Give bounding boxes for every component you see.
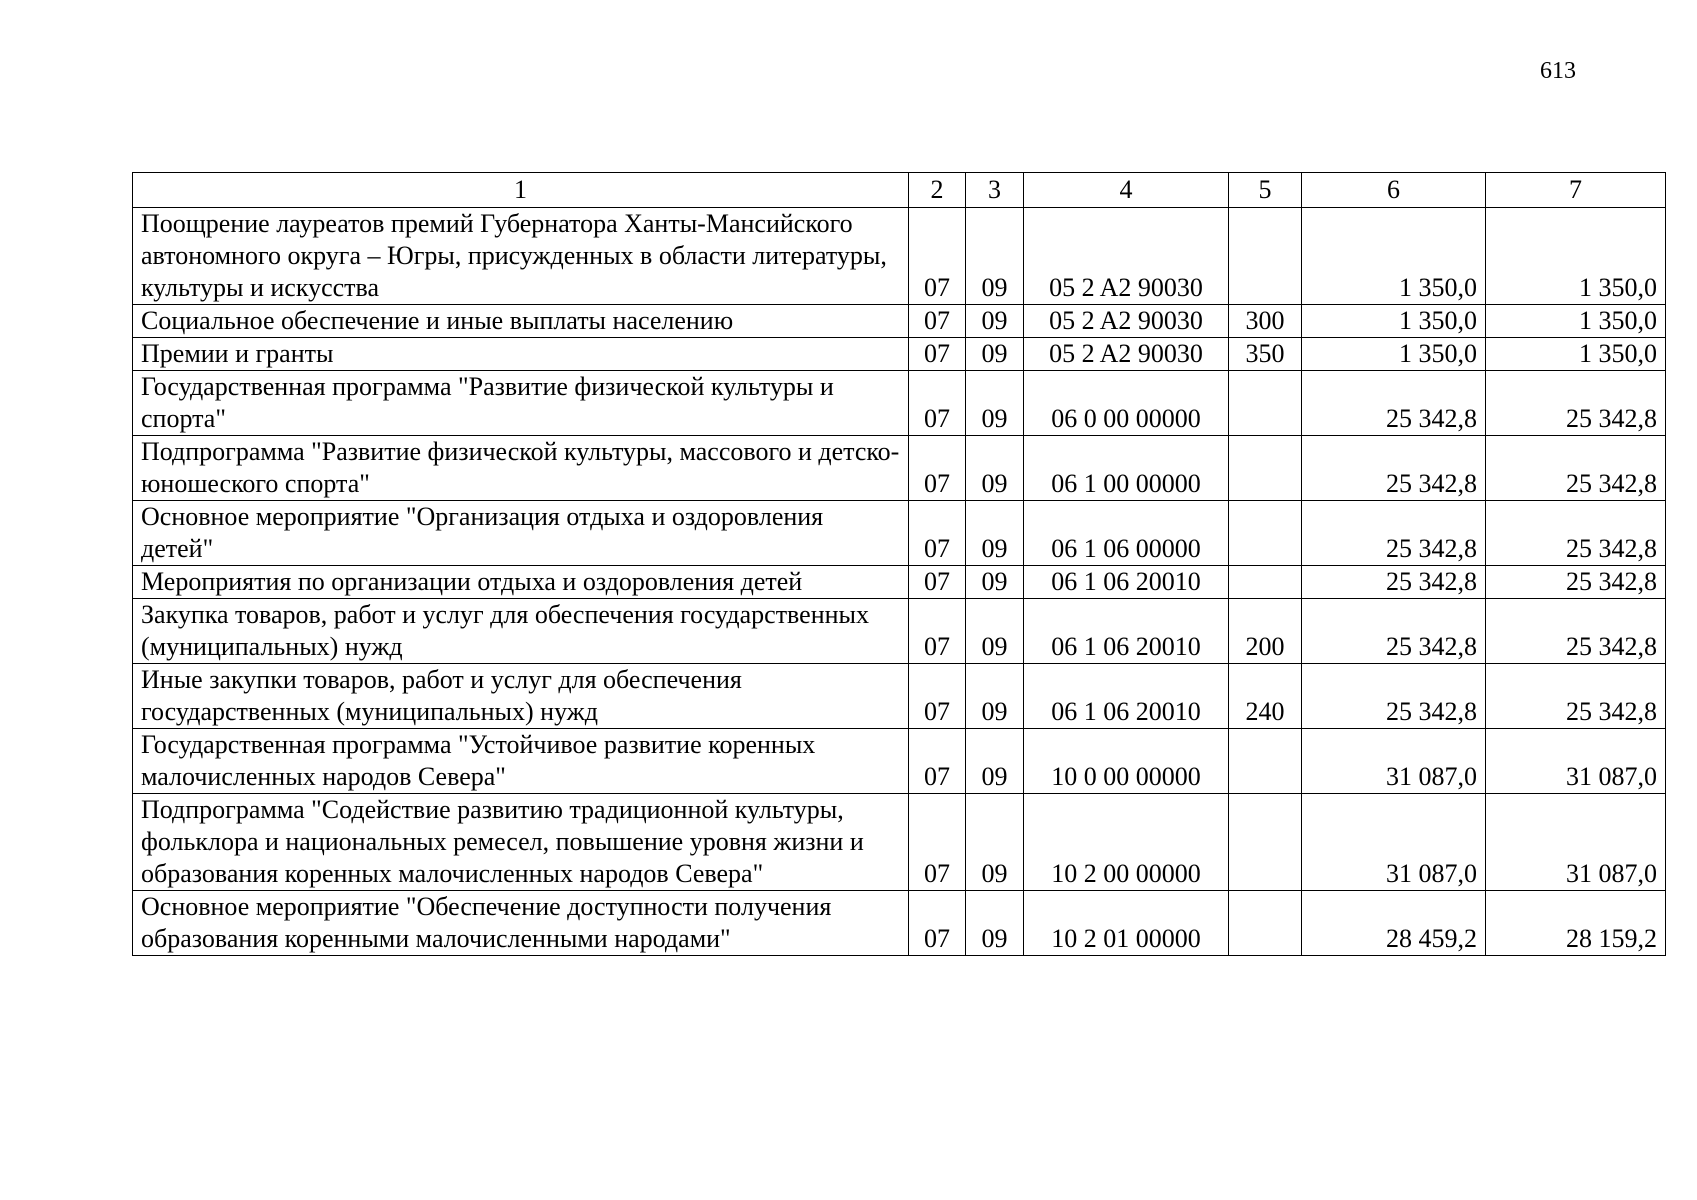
- expense-type-cell: [1229, 501, 1302, 566]
- target-article-cell: 06 0 00 00000: [1024, 371, 1229, 436]
- subsection-code-cell: 09: [966, 208, 1024, 305]
- amount-cell-6: 1 350,0: [1302, 338, 1486, 371]
- amount-cell-7: 1 350,0: [1486, 338, 1666, 371]
- amount-cell-6: 25 342,8: [1302, 599, 1486, 664]
- amount-cell-7: 25 342,8: [1486, 371, 1666, 436]
- table-row: [133, 566, 1666, 599]
- section-code-cell: 07: [909, 664, 966, 729]
- row-name-cell: Премии и гранты: [133, 338, 909, 371]
- amount-cell-7: 25 342,8: [1486, 599, 1666, 664]
- table-row: [133, 208, 1666, 305]
- table-row: [133, 794, 1666, 891]
- column-header: 6: [1302, 173, 1486, 208]
- amount-cell-7: 1 350,0: [1486, 208, 1666, 305]
- subsection-code-cell: 09: [966, 566, 1024, 599]
- table-row: [133, 501, 1666, 566]
- amount-cell-7: 25 342,8: [1486, 664, 1666, 729]
- target-article-cell: 10 2 00 00000: [1024, 794, 1229, 891]
- column-header: 3: [966, 173, 1024, 208]
- amount-cell-7: 31 087,0: [1486, 729, 1666, 794]
- expense-type-cell: 200: [1229, 599, 1302, 664]
- column-header: 1: [133, 173, 909, 208]
- amount-cell-6: 31 087,0: [1302, 794, 1486, 891]
- subsection-code-cell: 09: [966, 599, 1024, 664]
- expense-type-cell: 300: [1229, 305, 1302, 338]
- target-article-cell: 10 2 01 00000: [1024, 891, 1229, 956]
- target-article-cell: 06 1 06 20010: [1024, 664, 1229, 729]
- amount-cell-7: 28 159,2: [1486, 891, 1666, 956]
- column-header: 2: [909, 173, 966, 208]
- subsection-code-cell: 09: [966, 891, 1024, 956]
- subsection-code-cell: 09: [966, 338, 1024, 371]
- row-name-cell: Мероприятия по организации отдыха и оздоровления детей: [133, 566, 909, 599]
- amount-cell-7: 25 342,8: [1486, 501, 1666, 566]
- amount-cell-6: 25 342,8: [1302, 566, 1486, 599]
- row-name-cell: Подпрограмма "Содействие развитию традиционной культуры, фольклора и национальных ремесел, повышение уровня жизни и образования коренных малочисленных народов Севера": [133, 794, 909, 891]
- section-code-cell: 07: [909, 338, 966, 371]
- header-row: [133, 173, 1666, 208]
- amount-cell-7: 31 087,0: [1486, 794, 1666, 891]
- amount-cell-7: 1 350,0: [1486, 305, 1666, 338]
- subsection-code-cell: 09: [966, 794, 1024, 891]
- row-name-cell: Закупка товаров, работ и услуг для обеспечения государственных (муниципальных) нужд: [133, 599, 909, 664]
- expense-type-cell: 350: [1229, 338, 1302, 371]
- expense-type-cell: 240: [1229, 664, 1302, 729]
- amount-cell-6: 25 342,8: [1302, 501, 1486, 566]
- row-name-cell: Социальное обеспечение и иные выплаты населению: [133, 305, 909, 338]
- expense-type-cell: [1229, 436, 1302, 501]
- column-header: 5: [1229, 173, 1302, 208]
- table-row: [133, 436, 1666, 501]
- amount-cell-6: 25 342,8: [1302, 371, 1486, 436]
- row-name-cell: Подпрограмма "Развитие физической культуры, массового и детско-юношеского спорта": [133, 436, 909, 501]
- table-row: [133, 729, 1666, 794]
- table-row: [133, 891, 1666, 956]
- expense-type-cell: [1229, 891, 1302, 956]
- expense-type-cell: [1229, 729, 1302, 794]
- subsection-code-cell: 09: [966, 436, 1024, 501]
- table-body: [133, 208, 1666, 956]
- subsection-code-cell: 09: [966, 729, 1024, 794]
- section-code-cell: 07: [909, 566, 966, 599]
- expense-type-cell: [1229, 208, 1302, 305]
- section-code-cell: 07: [909, 436, 966, 501]
- table-row: [133, 371, 1666, 436]
- row-name-cell: Иные закупки товаров, работ и услуг для обеспечения государственных (муниципальных) нужд: [133, 664, 909, 729]
- row-name-cell: Государственная программа "Устойчивое развитие коренных малочисленных народов Севера": [133, 729, 909, 794]
- amount-cell-6: 31 087,0: [1302, 729, 1486, 794]
- expense-type-cell: [1229, 566, 1302, 599]
- page-number: 613: [1540, 58, 1576, 84]
- row-name-cell: Государственная программа "Развитие физической культуры и спорта": [133, 371, 909, 436]
- amount-cell-6: 28 459,2: [1302, 891, 1486, 956]
- subsection-code-cell: 09: [966, 305, 1024, 338]
- section-code-cell: 07: [909, 371, 966, 436]
- amount-cell-6: 1 350,0: [1302, 208, 1486, 305]
- row-name-cell: Основное мероприятие "Организация отдыха и оздоровления детей": [133, 501, 909, 566]
- section-code-cell: 07: [909, 794, 966, 891]
- target-article-cell: 06 1 06 20010: [1024, 599, 1229, 664]
- row-name-cell: Основное мероприятие "Обеспечение доступности получения образования коренными малочисленными народами": [133, 891, 909, 956]
- row-name-cell: Поощрение лауреатов премий Губернатора Ханты-Мансийского автономного округа – Югры, присужденных в области литературы, культуры и искусства: [133, 208, 909, 305]
- table-row: [133, 338, 1666, 371]
- target-article-cell: 10 0 00 00000: [1024, 729, 1229, 794]
- table-header: [133, 173, 1666, 208]
- subsection-code-cell: 09: [966, 501, 1024, 566]
- subsection-code-cell: 09: [966, 371, 1024, 436]
- target-article-cell: 06 1 00 00000: [1024, 436, 1229, 501]
- table-row: [133, 599, 1666, 664]
- target-article-cell: 06 1 06 20010: [1024, 566, 1229, 599]
- target-article-cell: 06 1 06 00000: [1024, 501, 1229, 566]
- target-article-cell: 05 2 A2 90030: [1024, 305, 1229, 338]
- budget-table: [132, 172, 1666, 956]
- table-row: [133, 664, 1666, 729]
- section-code-cell: 07: [909, 305, 966, 338]
- target-article-cell: 05 2 A2 90030: [1024, 208, 1229, 305]
- target-article-cell: 05 2 A2 90030: [1024, 338, 1229, 371]
- table-row: [133, 305, 1666, 338]
- expense-type-cell: [1229, 371, 1302, 436]
- amount-cell-6: 1 350,0: [1302, 305, 1486, 338]
- section-code-cell: 07: [909, 891, 966, 956]
- amount-cell-7: 25 342,8: [1486, 436, 1666, 501]
- section-code-cell: 07: [909, 729, 966, 794]
- expense-type-cell: [1229, 794, 1302, 891]
- section-code-cell: 07: [909, 501, 966, 566]
- subsection-code-cell: 09: [966, 664, 1024, 729]
- amount-cell-6: 25 342,8: [1302, 436, 1486, 501]
- amount-cell-6: 25 342,8: [1302, 664, 1486, 729]
- column-header: 4: [1024, 173, 1229, 208]
- section-code-cell: 07: [909, 208, 966, 305]
- column-header: 7: [1486, 173, 1666, 208]
- section-code-cell: 07: [909, 599, 966, 664]
- amount-cell-7: 25 342,8: [1486, 566, 1666, 599]
